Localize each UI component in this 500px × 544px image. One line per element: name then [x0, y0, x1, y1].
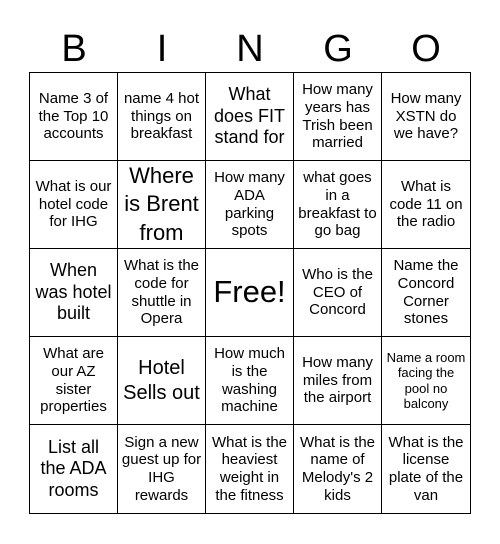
header-letter-i: I	[156, 28, 168, 70]
bingo-cell-r4-c2[interactable]: Hotel Sells out	[118, 337, 206, 425]
bingo-cell-r3-c2[interactable]: What is the code for shuttle in Opera	[118, 249, 206, 337]
bingo-cell-r3-c4[interactable]: Who is the CEO of Concord	[294, 249, 382, 337]
bingo-cell-r4-c4[interactable]: How many miles from the airport	[294, 337, 382, 425]
bingo-cell-r4-c1[interactable]: What are our AZ sister properties	[30, 337, 118, 425]
bingo-cell-r5-c5[interactable]: What is the license plate of the van	[388, 433, 464, 504]
header-letter-o: O	[411, 28, 441, 70]
bingo-header	[30, 24, 470, 74]
bingo-cell-r1-c1[interactable]: Name 3 of the Top 10 accounts	[30, 73, 118, 161]
bingo-cell-r2-c1[interactable]: What is our hotel code for IHG	[30, 161, 118, 249]
free-space[interactable]: Free!	[206, 249, 294, 337]
header-letter-n: N	[236, 28, 264, 70]
bingo-cell-r4-c3[interactable]: How much is the washing machine	[206, 337, 294, 425]
bingo-cell-r1-c2[interactable]: name 4 hot things on breakfast	[118, 73, 206, 161]
bingo-cell-r5-c1[interactable]: List all the ADA rooms	[30, 425, 118, 513]
bingo-cell-r4-c5[interactable]: Name a room facing the pool no balcony	[382, 337, 470, 425]
bingo-cell-r2-c4[interactable]: what goes in a breakfast to go bag	[294, 161, 382, 249]
bingo-cell-r1-c4[interactable]: How many years has Trish been married	[294, 73, 382, 161]
bingo-card	[29, 72, 471, 514]
bingo-cell-r5-c2[interactable]: Sign a new guest up for IHG rewards	[118, 425, 206, 513]
bingo-cell-r3-c1[interactable]: When was hotel built	[30, 249, 118, 337]
bingo-cell-r2-c3[interactable]: How many ADA parking spots	[206, 161, 294, 249]
bingo-cell-r5-c4[interactable]: What is the name of Melody's 2 kids	[294, 425, 382, 513]
bingo-cell-r2-c2[interactable]: Where is Brent from	[118, 161, 206, 249]
bingo-cell-r5-c3[interactable]: What is the heaviest weight in the fitness	[206, 425, 294, 513]
bingo-cell-r3-c5[interactable]: Name the Concord Corner stones	[382, 249, 470, 337]
header-letter-b: B	[61, 28, 87, 70]
header-letter-g: G	[323, 28, 353, 70]
bingo-cell-r1-c3[interactable]: What does FIT stand for	[206, 73, 294, 161]
bingo-cell-r2-c5[interactable]: What is code 11 on the radio	[382, 161, 470, 249]
bingo-cell-r1-c5[interactable]: How many XSTN do we have?	[382, 73, 470, 161]
